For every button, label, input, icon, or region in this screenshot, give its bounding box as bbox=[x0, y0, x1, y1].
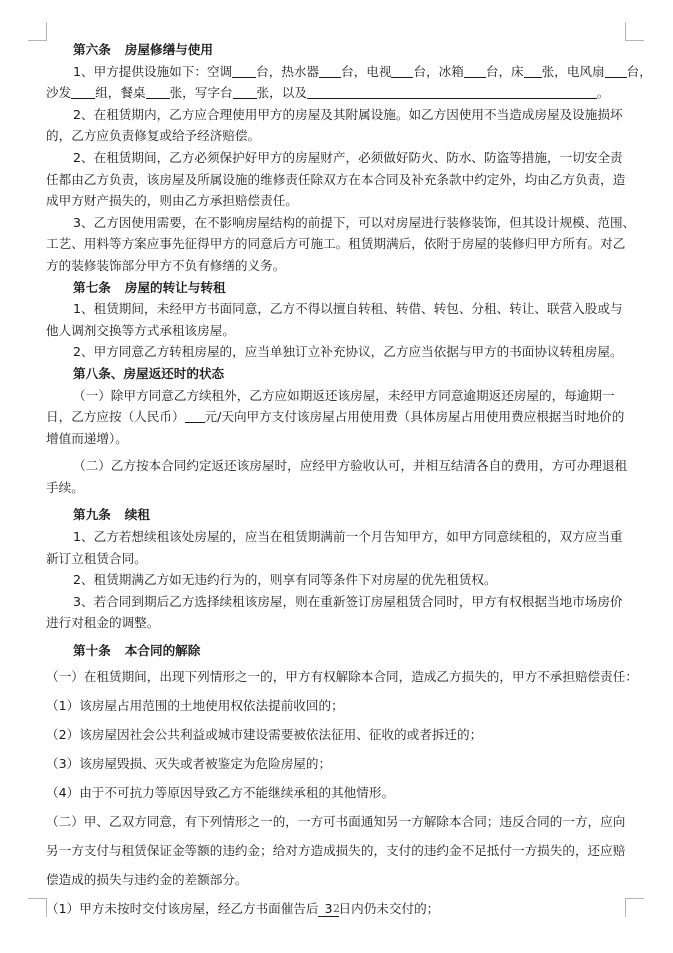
article-10-list bbox=[46, 662, 638, 923]
crop-mark-top-left bbox=[28, 22, 47, 41]
article-10-item-b-1: （1）甲方未按时交付该房屋，经乙方书面催告后 3 日内仍未交付的； bbox=[46, 900, 440, 916]
article-9-item-2: 2、租赁期满乙方如无违约行为的，则享有同等条件下对房屋的优先租赁权。 bbox=[73, 572, 497, 588]
blank-field bbox=[391, 63, 413, 78]
article-6-item-2-line-2: 的，乙方应负责修复或给予经济赔偿。 bbox=[46, 128, 261, 144]
article-10-item-b-line-3: 偿造成的损失与违约金的差额部分。 bbox=[46, 871, 248, 887]
article-10-item-a-1: （1）该房屋占用范围的土地使用权依法提前收回的； bbox=[46, 697, 344, 713]
article-6-item-2-line-1: 2、在租赁期内，乙方应合理使用甲方的房屋及其附属设施。如乙方因使用不当造成房屋及设施损坏 bbox=[73, 106, 623, 122]
article-6-heading: 第六条 房屋修缮与使用 bbox=[73, 42, 213, 57]
page-number: 2 bbox=[333, 902, 340, 915]
blank-field bbox=[319, 63, 341, 78]
article-10-item-a-4: （4）由于不可抗力等原因导致乙方不能继续承租的其他情形。 bbox=[46, 784, 395, 800]
article-9-heading: 第九条 续租 bbox=[73, 507, 150, 523]
article-9-item-1-line-1: 1、乙方若想续租该处房屋的，应当在租赁期满前一个月告知甲方，如甲方同意续租的，双方应当重 bbox=[73, 529, 623, 545]
blank-field bbox=[185, 408, 205, 423]
blank-field bbox=[232, 63, 256, 78]
article-8-heading: 第八条、房屋返还时的状态 bbox=[73, 365, 225, 381]
blank-field bbox=[307, 84, 597, 99]
article-6-item-1-line-1: 1、甲方提供设施如下：空调 台，热水器 台，电视 台，冰箱 台，床 张，电风扇 台， bbox=[73, 63, 652, 79]
article-7-item-1-line-1: 1、租赁期间，未经甲方书面同意，乙方不得以擅自转租、转借、转包、分租、转让、联营入股或与 bbox=[73, 301, 623, 317]
article-6-item-4-line-2: 工艺、用料等方案应事先征得甲方的同意后方可施工。租赁期满后，依附于房屋的装修归甲方所有。对乙 bbox=[46, 236, 626, 252]
blank-field bbox=[233, 84, 257, 99]
blank-field bbox=[605, 63, 627, 78]
document-body bbox=[46, 39, 652, 923]
article-8-item-2-line-2: 手续。 bbox=[46, 479, 84, 495]
article-10-item-a-3: （3）该房屋毁损、灭失或者被鉴定为危险房屋的； bbox=[46, 755, 332, 771]
article-10-item-a: （一）在租赁期间，出现下列情形之一的，甲方有权解除本合同，造成乙方损失的，甲方不承担赔偿责任： bbox=[46, 668, 638, 684]
article-10-item-b-line-2: 另一方支付与租赁保证金等额的违约金；给对方造成损失的，支付的违约金不足抵付一方损失的，还应赔 bbox=[46, 842, 626, 858]
article-8-item-1-line-2: 日，乙方应按（人民币） 元/天向甲方支付该房屋占用使用费（具体房屋占用使用费应根据当时地价的 bbox=[46, 409, 625, 425]
article-10-item-a-2: （2）该房屋因社会公共利益或城市建设需要被依法征用、征收的或者拆迁的； bbox=[46, 726, 483, 742]
article-6-item-4-line-3: 方的装修装饰部分甲方不负有修缮的义务。 bbox=[46, 257, 286, 273]
article-10-item-b-line-1: （二）甲、乙双方同意，有下列情形之一的，一方可书面通知另一方解除本合同；违反合同的一方，应向 bbox=[46, 813, 626, 829]
article-9-item-3-line-1: 3、若合同到期后乙方选择续租该房屋，则在重新签订房屋租赁合同时，甲方有权根据当地市场房价 bbox=[73, 593, 623, 609]
article-6-item-3-line-2: 任都由乙方负责，该房屋及所属设施的维修责任除双方在本合同及补充条款中约定外，均由乙方负责，造 bbox=[46, 171, 626, 187]
article-9-item-3-line-2: 进行对租金的调整。 bbox=[46, 615, 160, 631]
article-8-item-1-line-1: （一）除甲方同意乙方续租外，乙方应如期返还该房屋，未经甲方同意逾期返还房屋的，每逾期一 bbox=[73, 387, 615, 403]
article-6-item-1-line-2: 沙发 组，餐桌 张，写字台 张，以及 。 bbox=[46, 85, 610, 101]
article-7-heading: 第七条 房屋的转让与转租 bbox=[73, 279, 226, 295]
blank-field bbox=[146, 84, 170, 99]
blank-field bbox=[464, 63, 486, 78]
article-6-item-3-line-1: 2、在租赁期间，乙方必须保护好甲方的房屋财产，必须做好防火、防水、防盗等措施，一切安全责 bbox=[73, 149, 623, 165]
article-10-heading: 第十条 本合同的解除 bbox=[73, 643, 201, 659]
article-6-item-3-line-3: 成甲方财产损失的，则由乙方承担赔偿责任。 bbox=[46, 193, 298, 209]
article-8-item-2-line-1: （二）乙方按本合同约定返还该房屋时，应经甲方验收认可，并相互结清各自的费用，方可办理退租 bbox=[73, 458, 628, 474]
article-6-item-4-line-1: 3、乙方因使用需要，在不影响房屋结构的前提下，可以对房屋进行装修装饰，但其设计规模、范围、 bbox=[73, 214, 636, 230]
article-9-item-1-line-2: 新订立租赁合同。 bbox=[46, 550, 147, 566]
blank-field bbox=[524, 63, 542, 78]
article-8-item-1-line-3: 增值而递增）。 bbox=[46, 430, 128, 446]
blank-field bbox=[71, 84, 95, 99]
article-7-item-1-line-2: 他人调剂交换等方式承租该房屋。 bbox=[46, 322, 235, 338]
article-7-item-2: 2、甲方同意乙方转租房屋的，应当单独订立补充协议，乙方应当依据与甲方的书面协议转租房屋。 bbox=[73, 344, 623, 360]
days-value: 3 bbox=[318, 902, 338, 917]
